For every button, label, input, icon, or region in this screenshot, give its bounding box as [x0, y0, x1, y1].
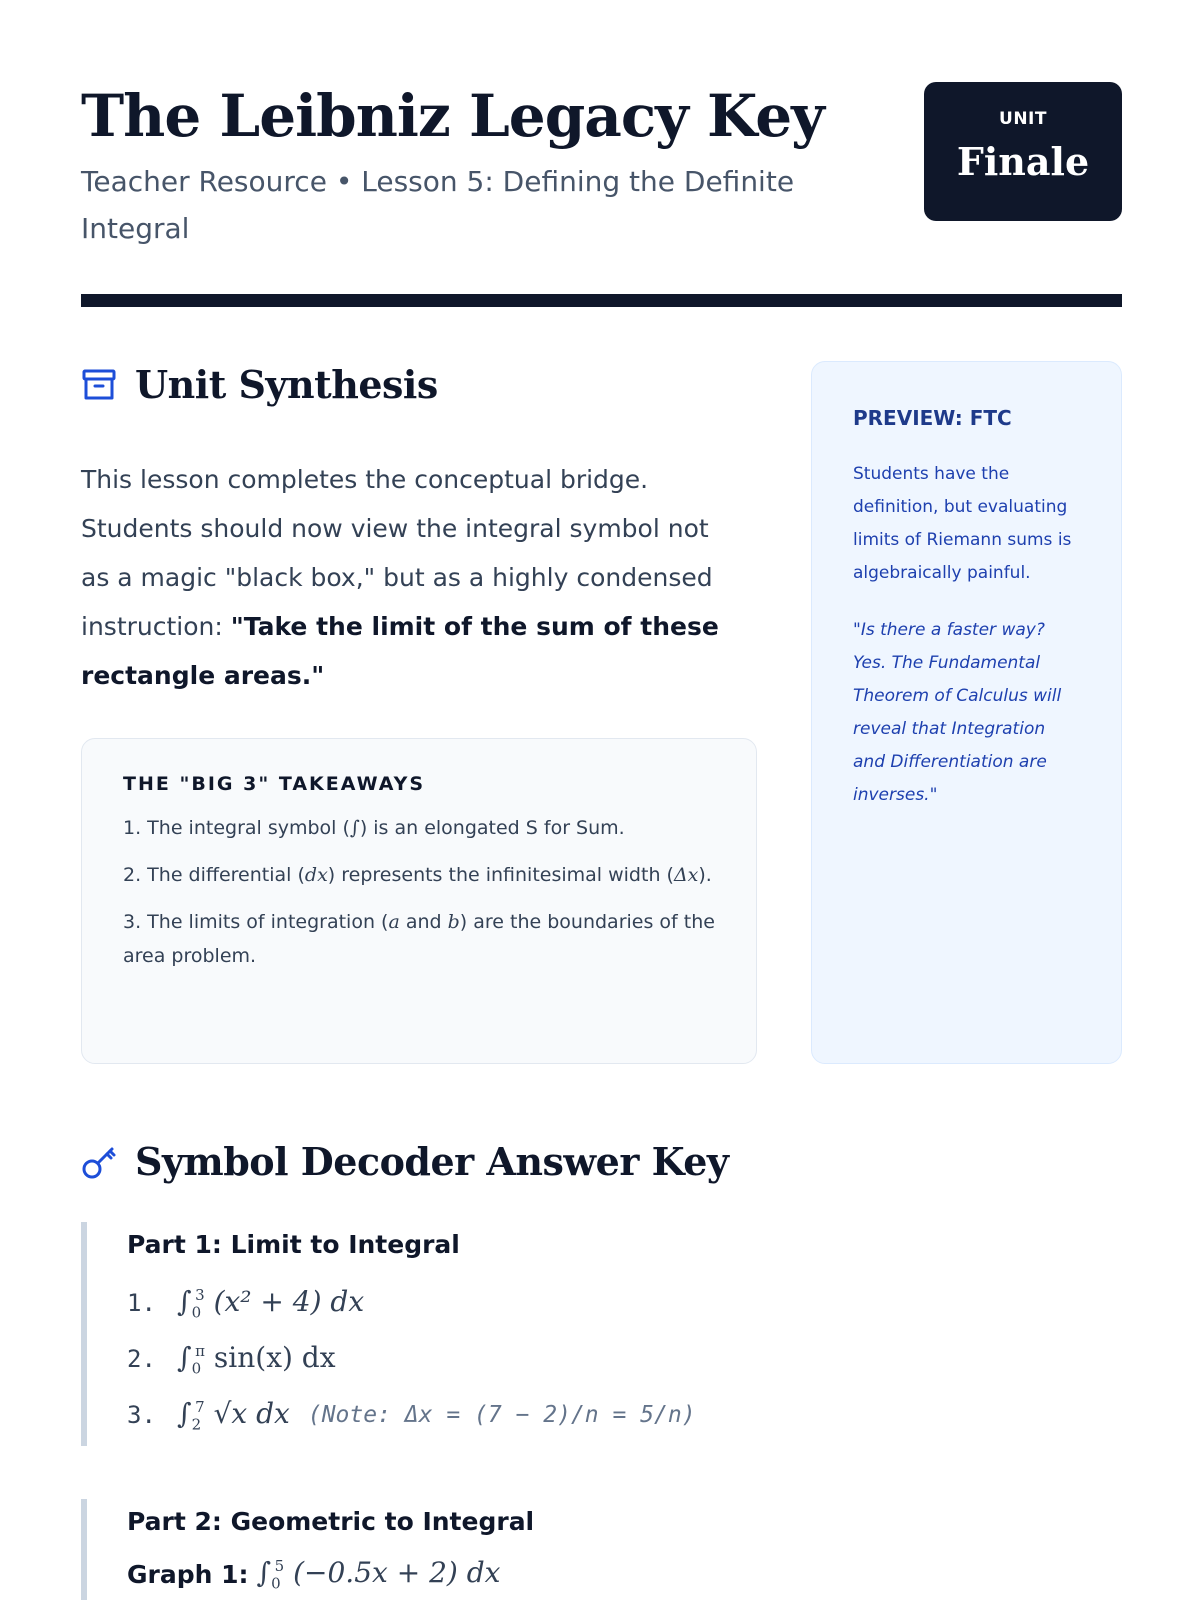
part-1-title: Part 1: Limit to Integral: [127, 1230, 460, 1259]
preview-quote: "Is there a faster way? Yes. The Fundamental Theorem of Calculus will reveal that Integration and Differentiation are inverses.": [853, 620, 1062, 805]
takeaways-box: [81, 738, 757, 1064]
upper-limit-symbol: b: [447, 911, 460, 933]
preview-sidebar: [811, 361, 1122, 1064]
page-title: The Leibniz Legacy Key: [81, 82, 824, 150]
answer-number: 2.: [127, 1345, 156, 1373]
synthesis-heading: Unit Synthesis: [135, 362, 438, 407]
upper-bound: 7: [195, 1398, 205, 1417]
answer-row: [127, 1387, 696, 1443]
unit-badge-value: Finale: [956, 139, 1090, 184]
answer-row: [127, 1331, 696, 1387]
lower-bound: 0: [191, 1359, 202, 1378]
answer-expression: $\int_2^7$ √x dx: [177, 1396, 290, 1434]
takeaway-1-text-b: ) is an elongated S for Sum.: [359, 817, 625, 839]
graph-expression: $\int_0^5$ (−0.5x + 2) dx: [256, 1555, 501, 1593]
decoder-heading: Symbol Decoder Answer Key: [135, 1139, 729, 1184]
answer-row: [127, 1275, 696, 1331]
integrand: √x dx: [213, 1396, 290, 1430]
synthesis-intro-emphasis: "Take the limit of the sum of these rectangle areas.": [81, 612, 719, 690]
preview-body: Students have the definition, but evaluating limits of Riemann sums is algebraically painful.: [853, 464, 1072, 583]
delta-x-symbol: Δx: [673, 864, 699, 886]
part-2-block: [81, 1499, 534, 1600]
lower-bound: 2: [191, 1415, 202, 1434]
upper-bound: 3: [195, 1286, 205, 1305]
archive-icon: [81, 367, 117, 403]
answer-number: 1.: [127, 1289, 156, 1317]
takeaway-item: [123, 811, 716, 845]
integrand: (−0.5x + 2) dx: [293, 1555, 501, 1589]
answer-expression: $\int_0^\pi$ sin(x) dx: [177, 1340, 336, 1378]
takeaway-2-text-b: ) represents the infinitesimal width (: [327, 864, 674, 886]
header-divider: [81, 294, 1122, 307]
takeaway-3-text-c: ) are the boundaries of the area problem.: [123, 911, 715, 967]
takeaways-title: THE "BIG 3" TAKEAWAYS: [123, 773, 426, 795]
differential-symbol: dx: [304, 864, 328, 886]
graph-answer-row: [127, 1552, 534, 1596]
answer-number: 3.: [127, 1401, 156, 1429]
lower-bound: 0: [191, 1303, 202, 1322]
upper-bound: π: [195, 1342, 205, 1361]
unit-badge: [924, 82, 1122, 221]
integrand: sin(x) dx: [213, 1340, 336, 1374]
synthesis-intro: [81, 455, 741, 700]
integrand: (x² + 4) dx: [213, 1284, 365, 1318]
graph-label: Graph 1:: [127, 1559, 249, 1589]
takeaway-item: [123, 905, 716, 973]
takeaway-item: [123, 858, 716, 892]
upper-bound: 5: [274, 1557, 285, 1576]
synthesis-heading-row: [81, 362, 438, 407]
preview-title: PREVIEW: FTC: [853, 406, 1012, 430]
page-header: [81, 82, 1122, 308]
key-icon: [81, 1144, 117, 1180]
answer-expression: $\int_0^3$ (x² + 4) dx: [177, 1284, 365, 1322]
lower-bound: 0: [271, 1574, 281, 1593]
lower-limit-symbol: a: [388, 911, 400, 933]
takeaway-2-text-a: 2. The differential (: [123, 864, 305, 886]
synthesis-intro-text: This lesson completes the conceptual bridge. Students should now view the integral symbol not as a magic "black box," but as a highly condensed instruction:: [81, 465, 713, 641]
takeaway-2-text-c: ).: [698, 864, 712, 886]
answer-note: (Note: Δx = (7 − 2)/n = 5/n): [307, 1402, 696, 1428]
decoder-heading-row: [81, 1139, 729, 1184]
integral-symbol: ∫: [349, 817, 360, 839]
part-2-title: Part 2: Geometric to Integral: [127, 1507, 535, 1536]
takeaway-3-text-b: and: [399, 911, 448, 933]
part-1-block: [81, 1222, 696, 1446]
takeaway-3-text-a: 3. The limits of integration (: [123, 911, 389, 933]
page-subtitle: Teacher Resource • Lesson 5: Defining the Definite Integral: [81, 165, 795, 245]
unit-badge-label: UNIT: [999, 109, 1047, 129]
takeaway-1-text-a: 1. The integral symbol (: [123, 817, 350, 839]
